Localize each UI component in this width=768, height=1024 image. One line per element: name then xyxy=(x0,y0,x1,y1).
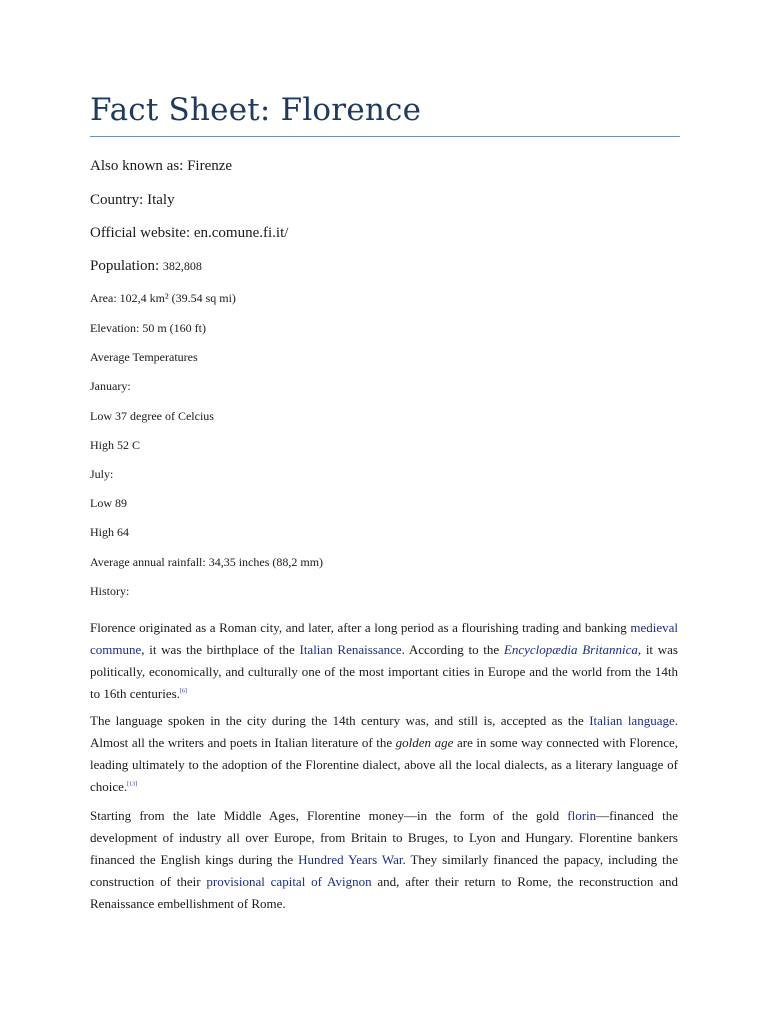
paragraph-text: Starting from the late Middle Ages, Florentine money—in the form of the gold xyxy=(90,808,568,823)
fact-population xyxy=(90,258,202,275)
link-encyclopaedia-britannica[interactable]: Encyclopædia Britannica xyxy=(503,642,638,657)
fact-website: Official website: en.comune.fi.it/ xyxy=(90,225,289,241)
paragraph-text: are in some way connected with Florence, leading ultimately to the adoption of the Florentine dialect, above all the local dialects, as a literary language of choice. xyxy=(90,735,678,794)
fact-january-high: High 52 C xyxy=(90,438,141,452)
fact-history-heading: History: xyxy=(90,584,130,598)
fact-january-low: Low 37 degree of Celcius xyxy=(90,409,214,423)
population-value: 382,808 xyxy=(162,259,202,273)
fact-average-temperatures: Average Temperatures xyxy=(90,350,198,364)
fact-july: July: xyxy=(90,467,114,481)
fact-country: Country: Italy xyxy=(90,192,175,208)
link-provisional-capital-of-avignon[interactable]: provisional capital of Avignon xyxy=(206,874,372,889)
fact-january: January: xyxy=(90,379,131,393)
paragraph-text: . They similarly financed the papacy, including the construction of their xyxy=(90,852,678,889)
paragraph-text: . According to the xyxy=(401,642,504,657)
paragraph-text: Florence originated as a Roman city, and later, after a long period as a flourishing trading and banking xyxy=(90,620,631,635)
paragraph-text: , it was the birthplace of the xyxy=(141,642,300,657)
fact-rainfall: Average annual rainfall: 34,35 inches (88,2 mm) xyxy=(90,555,324,569)
link-italian-language[interactable]: Italian language xyxy=(589,713,675,728)
reference-6[interactable]: [6] xyxy=(179,688,187,695)
fact-area: Area: 102,4 km² (39.54 sq mi) xyxy=(90,291,236,305)
link-hundred-years-war[interactable]: Hundred Years War xyxy=(298,852,403,867)
paragraph-text: , it was politically, economically, and culturally one of the most important cities in Europe and the world from the 14th to 16th centuries. xyxy=(90,642,678,701)
page-title: Fact Sheet: Florence xyxy=(90,92,422,128)
link-medieval-commune[interactable]: medieval commune xyxy=(90,620,678,657)
fact-also-known-as: Also known as: Firenze xyxy=(90,158,233,174)
title-underline xyxy=(90,136,680,137)
fact-july-high: High 64 xyxy=(90,525,129,539)
history-paragraph-2 xyxy=(90,710,678,798)
link-florin[interactable]: florin xyxy=(567,808,597,823)
paragraph-text: The language spoken in the city during the 14th century was, and still is, accepted as the xyxy=(90,713,590,728)
fact-july-low: Low 89 xyxy=(90,496,127,510)
history-paragraph-1 xyxy=(90,617,678,705)
history-paragraph-3 xyxy=(90,805,678,915)
paragraph-text: —financed the development of industry all over Europe, from Britain to Bruges, to Lyon and Hungary. Florentine bankers financed the English kings during the xyxy=(90,808,678,867)
population-label: Population: xyxy=(90,258,160,274)
paragraph-text: and, after their return to Rome, the reconstruction and Renaissance embellishment of Rome. xyxy=(90,874,678,911)
golden-age-italic: golden age xyxy=(395,735,454,750)
reference-13[interactable]: [13] xyxy=(127,781,138,788)
paragraph-text: . Almost all the writers and poets in Italian literature of the xyxy=(90,713,678,750)
link-italian-renaissance[interactable]: Italian Renaissance xyxy=(299,642,402,657)
fact-elevation: Elevation: 50 m (160 ft) xyxy=(90,321,206,335)
